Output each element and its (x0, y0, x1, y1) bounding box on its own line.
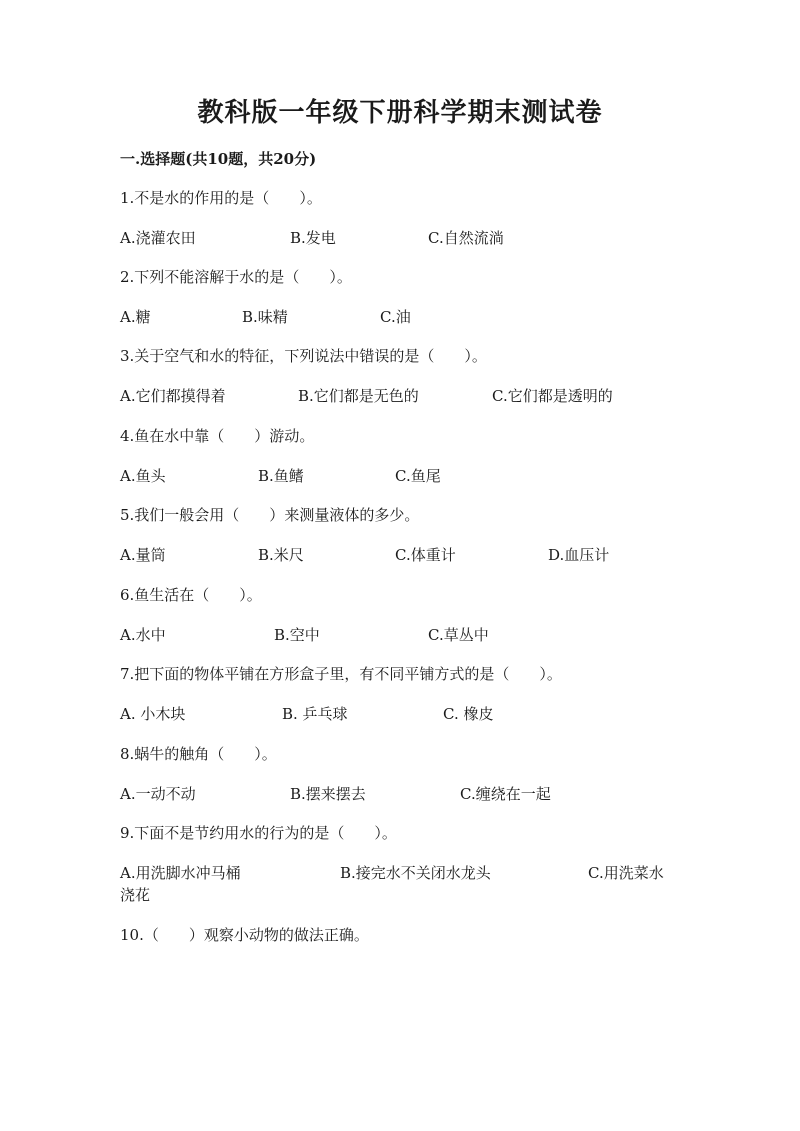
question-4: 4.鱼在水中靠（ ）游动。 (120, 427, 315, 445)
question-7: 7.把下面的物体平铺在方形盒子里，有不同平铺方式的是（ ）。 (120, 665, 562, 683)
question-8-options (0, 783, 800, 807)
option-b[interactable]: B.米尺 (258, 546, 304, 564)
question-10: 10.（ ）观察小动物的做法正确。 (120, 926, 369, 944)
option-c-continued: 浇花 (120, 886, 151, 904)
option-a[interactable]: A.用洗脚水冲马桶 (120, 864, 241, 882)
option-c[interactable]: C.鱼尾 (395, 467, 441, 485)
question-3: 3.关于空气和水的特征，下列说法中错误的是（ ）。 (120, 347, 487, 365)
option-c[interactable]: C.自然流淌 (428, 229, 504, 247)
question-2: 2.下列不能溶解于水的是（ ）。 (120, 268, 352, 286)
question-1-options (0, 227, 800, 251)
option-b[interactable]: B.鱼鳍 (258, 467, 304, 485)
question-7-options (0, 703, 800, 727)
question-8: 8.蜗牛的触角（ ）。 (120, 745, 277, 763)
question-9: 9.下面不是节约用水的行为的是（ ）。 (120, 824, 397, 842)
option-b[interactable]: B.味精 (242, 308, 288, 326)
question-9-options (0, 862, 800, 886)
question-6-options (0, 624, 800, 648)
option-a[interactable]: A.水中 (120, 626, 166, 644)
question-2-options (0, 306, 800, 330)
option-c[interactable]: C.用洗菜水 (588, 864, 664, 882)
question-5: 5.我们一般会用（ ）来测量液体的多少。 (120, 506, 420, 524)
option-d[interactable]: D.血压计 (548, 546, 610, 564)
option-a[interactable]: A.一动不动 (120, 785, 196, 803)
option-c[interactable]: C.缠绕在一起 (460, 785, 551, 803)
option-a[interactable]: A.量筒 (120, 546, 166, 564)
option-c[interactable]: C. 橡皮 (443, 705, 494, 723)
option-c[interactable]: C.油 (380, 308, 411, 326)
question-6: 6.鱼生活在（ ）。 (120, 586, 262, 604)
option-b[interactable]: B. 乒乓球 (282, 705, 348, 723)
question-4-options (0, 465, 800, 489)
option-c[interactable]: C.体重计 (395, 546, 456, 564)
option-b[interactable]: B.接完水不关闭水龙头 (340, 864, 491, 882)
question-3-options (0, 385, 800, 409)
option-a[interactable]: A.它们都摸得着 (120, 387, 226, 405)
option-a[interactable]: A.糖 (120, 308, 151, 326)
option-c[interactable]: C.草丛中 (428, 626, 489, 644)
option-c[interactable]: C.它们都是透明的 (492, 387, 613, 405)
option-b[interactable]: B.空中 (274, 626, 320, 644)
option-a[interactable]: A.浇灌农田 (120, 229, 196, 247)
option-b[interactable]: B.发电 (290, 229, 336, 247)
question-5-options (0, 544, 800, 568)
option-b[interactable]: B.摆来摆去 (290, 785, 366, 803)
option-b[interactable]: B.它们都是无色的 (298, 387, 419, 405)
section-heading: 一.选择题(共10题，共20分) (120, 150, 317, 168)
option-a[interactable]: A. 小木块 (120, 705, 186, 723)
question-1: 1.不是水的作用的是（ ）。 (120, 189, 322, 207)
page-title: 教科版一年级下册科学期末测试卷 (197, 98, 603, 128)
option-a[interactable]: A.鱼头 (120, 467, 166, 485)
